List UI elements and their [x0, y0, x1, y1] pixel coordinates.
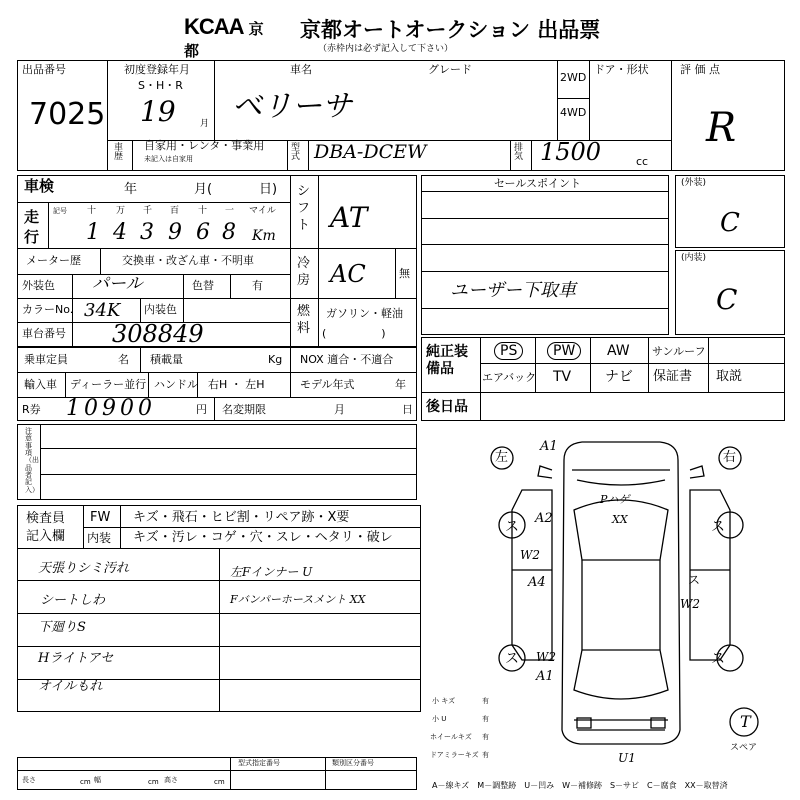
mileage-unit-km: Km	[252, 228, 276, 244]
dims-hei: 高さ	[164, 776, 178, 784]
exterior-eval-label: (外装)	[681, 178, 707, 188]
diag-mark-13: ス	[711, 651, 725, 667]
name-change-label: 名変期限	[222, 403, 266, 416]
mileage-digit-2: 3	[140, 220, 154, 245]
chassis-label: 車台番号	[22, 327, 66, 340]
legend-row-0-mark: 有	[482, 697, 489, 705]
diag-mark-4: W2	[680, 597, 700, 611]
shaken-year: 年	[124, 182, 138, 197]
inspector-note-r1: Fバンパーホースメント XX	[230, 593, 366, 606]
legend-row-3-mark: 有	[482, 751, 489, 759]
mileage-kigo: 記号	[53, 207, 67, 215]
model-year-unit: 年	[395, 378, 406, 391]
import-label: 輸入車	[24, 378, 57, 391]
sales-point-block	[421, 175, 669, 335]
mileage-digit-1: 4	[113, 220, 127, 245]
chassis-value: 308849	[112, 320, 204, 348]
dims-wid: 幅	[94, 776, 101, 784]
car-name-value: ベリーサ	[232, 89, 352, 124]
legend-row-2: ホイールキズ	[430, 733, 472, 741]
legend-row-0: 小 キズ	[432, 697, 456, 705]
page-subtitle: （赤枠内は必ず記入して下さい）	[318, 44, 454, 54]
inspector-note-2: 下廻りS	[38, 620, 86, 635]
diag-mark-7: U1	[618, 751, 636, 765]
damage-legend: A－線キズ M－調整跡 U－凹み W－補修跡 S－サビ C－腐食 XX－取替済	[432, 781, 728, 790]
handle-label: ハンドル	[154, 378, 198, 391]
displacement-unit: cc	[636, 155, 649, 168]
inspector-interior: 内装	[87, 531, 112, 545]
door-label: ドア・形状	[594, 63, 649, 76]
fuel-label: 燃料	[297, 304, 311, 336]
equip-sunroof: サンルーフ	[652, 345, 706, 358]
notes-label: 注意事項（出品者記入）	[25, 427, 39, 494]
diag-mark-0: A1	[540, 439, 558, 454]
dims-len-cm: cm	[80, 778, 91, 786]
model-year-label: モデル年式	[300, 378, 355, 391]
page-title: 京都オートオークション 出品票	[300, 18, 601, 42]
color-change-label: 色替	[192, 279, 214, 292]
diag-mark-11: ス	[711, 519, 725, 535]
fuel-options: ガソリン・軽油	[326, 307, 403, 320]
ac-value: AC	[330, 260, 366, 288]
interior-eval-value: C	[716, 283, 738, 316]
interior-color-label: 内装色	[144, 303, 177, 316]
ac-none: 無	[399, 267, 410, 280]
grade-label: グレード	[428, 63, 472, 76]
car-history-label: 車歴	[114, 143, 124, 162]
shaken-day: 日)	[259, 182, 278, 197]
rating-label: 評 価 点	[680, 63, 720, 76]
shift-label: シフト	[297, 184, 311, 233]
dims-len: 長さ	[22, 776, 36, 784]
diag-mark-5: W2	[536, 650, 556, 664]
ext-color-value: パール	[92, 274, 143, 294]
model-label: 型式	[291, 143, 301, 162]
load-label: 積載量	[150, 353, 183, 366]
inspector-fw: FW	[90, 510, 111, 525]
diag-mark-8: Pハゲ	[600, 493, 630, 506]
dims-class-label: 類別区分番号	[332, 759, 374, 767]
car-history-note: 未記入は自家用	[144, 155, 193, 163]
equip-manual: 取説	[716, 369, 743, 384]
color-no-value: 34K	[84, 300, 121, 321]
sales-point-label: セールスポイント	[494, 177, 582, 190]
after-parts-label: 後日品	[426, 399, 468, 415]
diag-mark-6: A1	[536, 669, 554, 684]
diag-mark-2: W2	[520, 548, 540, 562]
shift-value: AT	[330, 201, 368, 234]
inspector-note-1: シートしわ	[40, 593, 106, 608]
diag-mark-3: A4	[528, 575, 546, 590]
mileage-digit-5: 8	[222, 220, 236, 245]
diagram-right: 右	[723, 450, 737, 465]
mileage-col-4: 十	[198, 206, 208, 216]
drive-2wd: 2WD	[560, 71, 587, 84]
mileage-label: 走行	[24, 208, 40, 246]
equip-navi: ナビ	[605, 369, 633, 385]
lot-number: 7025	[29, 97, 106, 132]
first-reg-sub: S・H・R	[138, 79, 183, 92]
inspector-interior-text: キズ・汚レ・コゲ・穴・スレ・ヘタリ・破レ	[133, 530, 393, 545]
inspector-label: 検査員記入欄	[26, 511, 66, 544]
name-change-month: 月	[334, 403, 345, 416]
car-damage-diagram	[482, 430, 782, 770]
seating-label: 乗車定員	[24, 353, 68, 366]
first-reg-year: 19	[140, 95, 176, 128]
mileage-digit-3: 9	[168, 220, 182, 245]
inspector-note-r0: 左Fインナー U	[230, 565, 313, 579]
equip-airbag: エアバック	[482, 371, 537, 384]
equip-ps: PS	[494, 342, 523, 360]
meter-options: 交換車・改ざん車・不明車	[122, 254, 254, 267]
spare-mark: T	[740, 712, 751, 731]
inspector-note-4: オイルもれ	[38, 679, 103, 694]
diagram-left: 左	[495, 450, 509, 465]
meter-label: メーター歴	[26, 254, 81, 267]
legend-row-2-mark: 有	[482, 733, 489, 741]
dims-type-label: 型式指定番号	[238, 759, 280, 767]
mileage-col-1: 万	[116, 206, 126, 216]
inspector-note-3: Hライトアセ	[38, 651, 114, 666]
handle-options: 右H ・ 左H	[208, 378, 265, 391]
mileage-col-3: 百	[170, 206, 180, 216]
legend-row-1: 小 U	[432, 715, 447, 723]
notes-block	[17, 424, 417, 500]
ac-label: 冷房	[297, 256, 311, 288]
model-value: DBA-DCEW	[314, 141, 427, 163]
mileage-col-2: 千	[143, 206, 153, 216]
legend-row-3: ドアミラーキズ	[430, 751, 479, 759]
diag-mark-10: ス	[505, 519, 519, 535]
import-dealer: ディーラー並行	[70, 378, 147, 391]
name-change-day: 日	[402, 403, 413, 416]
interior-eval-label: (内装)	[681, 253, 707, 263]
first-reg-label: 初度登録年月	[124, 63, 190, 76]
car-history-options: 自家用・レンタ・事業用	[144, 139, 265, 152]
color-change-value: 有	[252, 279, 263, 292]
fuel-paren: ( )	[322, 327, 386, 340]
dims-wid-cm: cm	[148, 778, 159, 786]
shaken-label: 車検	[24, 177, 55, 195]
sales-point-text: ユーザー下取車	[450, 280, 576, 301]
inspector-fw-text: キズ・飛石・ヒビ割・リペア跡・X要	[133, 510, 350, 525]
color-no-label: カラーNo.	[22, 303, 74, 316]
displacement-value: 1500	[540, 138, 602, 166]
displacement-label: 排気	[514, 143, 524, 162]
recycle-label: R券	[22, 403, 41, 416]
diag-mark-14: ス	[688, 573, 701, 587]
recycle-value: 10900	[66, 396, 156, 421]
equip-tv: TV	[553, 369, 572, 385]
inspector-note-0: 天張りシミ汚れ	[38, 561, 130, 576]
diag-mark-9: XX	[612, 513, 628, 526]
drive-4wd: 4WD	[560, 106, 587, 119]
exterior-eval-value: C	[720, 208, 740, 238]
recycle-unit: 円	[196, 403, 207, 416]
mileage-digit-0: 1	[86, 220, 100, 245]
legend-row-1-mark: 有	[482, 715, 489, 723]
diag-mark-12: ス	[505, 651, 519, 667]
mileage-col-0: 十	[87, 206, 97, 216]
nox: NOX 適合・不適合	[300, 353, 394, 366]
mileage-unit-mile: マイル	[249, 206, 276, 216]
mileage-digit-4: 6	[196, 220, 210, 245]
seating-unit: 名	[118, 353, 129, 366]
kcaa-logo: KCAA 京都	[184, 14, 264, 60]
first-reg-month-unit: 月	[200, 119, 210, 129]
dims-hei-cm: cm	[214, 778, 225, 786]
mileage-col-5: 一	[225, 206, 235, 216]
equipment-label: 純正装備品	[426, 344, 468, 377]
car-name-label: 車名	[290, 63, 312, 76]
equip-warranty: 保証書	[653, 369, 693, 384]
equip-aw: AW	[607, 343, 630, 359]
ext-color-label: 外装色	[22, 279, 55, 292]
load-unit: Kg	[268, 353, 283, 366]
rating-value: R	[706, 105, 737, 151]
diag-mark-1: A2	[535, 511, 553, 526]
equip-pw: PW	[547, 342, 581, 360]
spare-label: スペア	[730, 743, 758, 753]
lot-label: 出品番号	[22, 63, 66, 76]
shaken-month: 月(	[194, 182, 213, 197]
